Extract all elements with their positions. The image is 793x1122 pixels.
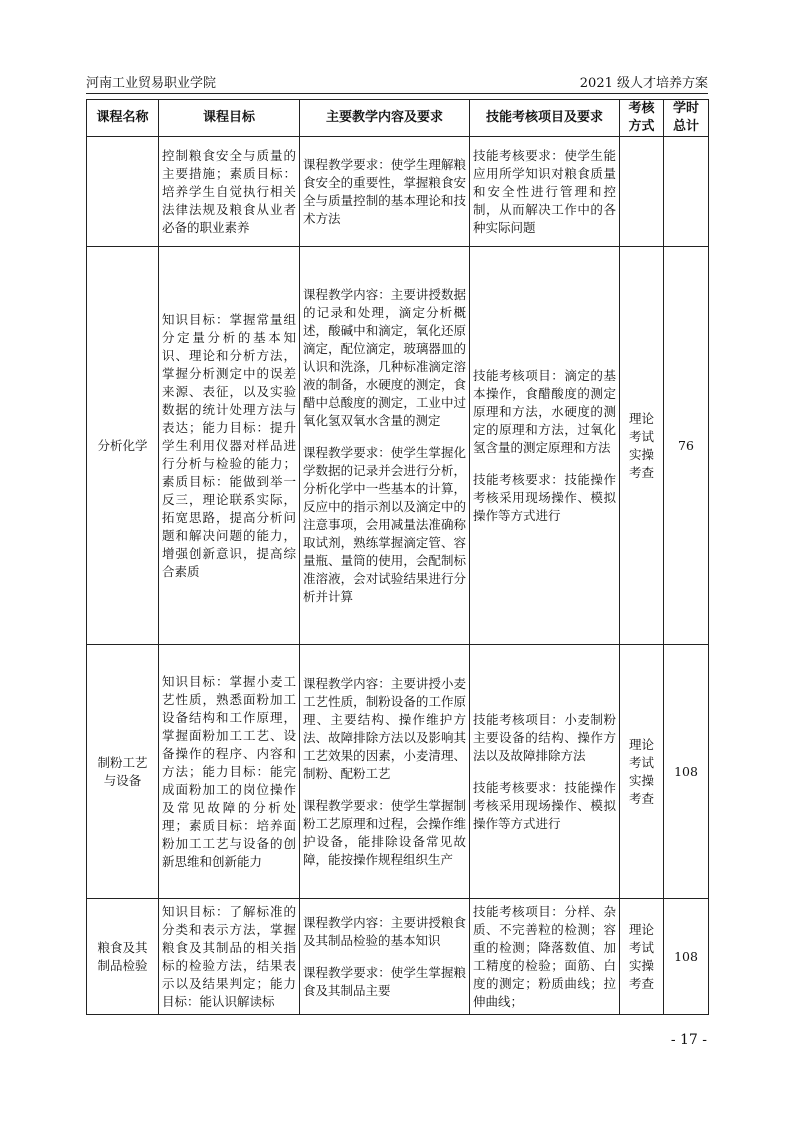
skill-item-text: 技能考核项目：小麦制粉主要设备的结构、操作方法以及故障排除方法: [473, 711, 616, 763]
course-name: 制粉工艺 与设备: [87, 645, 159, 899]
course-name: [87, 137, 159, 247]
course-goal: [159, 899, 300, 1015]
skill-item-text: 技能考核项目：滴定的基本操作，食醋酸度的测定原理和方法，水硬度的测定的原理和方法，过氧化氢含量的测定原理和方法: [473, 367, 616, 455]
table-row: [87, 899, 709, 1015]
skill-requirement-text: 技能考核要求：技能操作考核采用现场操作、模拟操作等方式进行: [473, 779, 616, 831]
skill-requirement-text: 技能考核要求：技能操作考核采用现场操作、模拟操作等方式进行: [473, 471, 616, 523]
teaching-content: [300, 137, 470, 247]
teaching-content: [300, 645, 470, 899]
course-name: 粮食及其 制品检验: [87, 899, 159, 1015]
course-goal-text: 知识目标：掌握常量组分定量分析的基本知识、理论和分析方法，掌握分析测定中的误差来源、表征，以及实验数据的统计处理方法与表达；能力目标：提升学生利用仪器对样品进行分析与检验的能力；素质目标：能做到举一反三，理论联系实际，拓宽思路，提高分析问题和解决问题的能力，增强创新意识，提高综合素质: [162, 311, 296, 579]
teaching-content-text: 课程教学内容：主要讲授数据的记录和处理，滴定分析概述，酸碱中和滴定，氧化还原滴定，配位滴定，玻璃器皿的认识和洗涤，几种标准滴定溶液的制备，水硬度的测定，食醋中总酸度的测定，工业中过氧化氢双氧水含量的测定: [303, 286, 466, 428]
col-header-course-name: 课程名称: [87, 100, 159, 137]
skill-item-text: 技能考核项目：分样、杂质、不完善粒的检测；容重的检测；降落数值、加工精度的检验；面筋、白度的测定；粉质曲线；拉伸曲线；: [473, 903, 616, 1009]
teaching-content-text: 课程教学内容：主要讲授粮食及其制品检验的基本知识: [303, 914, 466, 948]
table-header-row: [87, 100, 709, 137]
institution-name: 河南工业贸易职业学院: [86, 76, 217, 91]
table-row: [87, 137, 709, 247]
col-header-exam-method: 考核 方式: [620, 100, 664, 137]
course-table: [86, 99, 709, 1015]
course-goal-text: 知识目标：掌握小麦工艺性质，熟悉面粉加工设备结构和工作原理，掌握面粉加工工艺、设备操作的程序、内容和方法；能力目标：能完成面粉加工的岗位操作及常见故障的分析处理；素质目标：培养面粉加工工艺与设备的创新思维和创新能力: [162, 673, 296, 869]
col-header-teaching-content: 主要教学内容及要求: [300, 100, 470, 137]
exam-method: [620, 137, 664, 247]
col-header-course-goal: 课程目标: [159, 100, 300, 137]
teaching-requirement-text: 课程教学要求：使学生掌握化学数据的记录并会进行分析，分析化学中一些基本的计算，反应中的指示剂以及滴定中的注意事项，会用减量法准确称取试剂，熟练掌握滴定管、容量瓶、量筒的使用，会配制标准溶液，会对试验结果进行分析并计算: [303, 444, 466, 604]
exam-method: 理论 考试 实操 考查: [620, 645, 664, 899]
document-title: 2021 级人才培养方案: [579, 76, 708, 91]
col-header-skill-assessment: 技能考核项目及要求: [470, 100, 620, 137]
course-goal: 控制粮食安全与质量的主要措施；素质目标：培养学生自觉执行相关法律法规及粮食从业者必备的职业素养: [159, 137, 300, 247]
table-row: [87, 247, 709, 645]
page-header: [86, 74, 708, 94]
teaching-content-text: 课程教学内容：主要讲授小麦工艺性质，制粉设备的工作原理、主要结构、操作维护方法、故障排除方法以及影响其工艺效果的因素，小麦清理、制粉、配粉工艺: [303, 675, 466, 781]
total-hours: 76: [664, 247, 709, 645]
teaching-requirement-text: 课程教学要求：使学生掌握粮食及其制品主要: [303, 964, 466, 998]
header-divider: [86, 93, 708, 94]
total-hours: 108: [664, 645, 709, 899]
teaching-content: [300, 247, 470, 645]
col-header-total-hours: 学时 总计: [664, 100, 709, 137]
total-hours: 108: [664, 899, 709, 1015]
course-name: 分析化学: [87, 247, 159, 645]
table-row: [87, 645, 709, 899]
skill-assessment: [470, 645, 620, 899]
skill-assessment: [470, 247, 620, 645]
course-goal: [159, 645, 300, 899]
course-goal: [159, 247, 300, 645]
teaching-requirement-text: 课程教学要求：使学生理解粮食安全的重要性，掌握粮食安全与质量控制的基本理论和技术方法: [303, 156, 466, 226]
skill-assessment: [470, 899, 620, 1015]
exam-method: 理论 考试 实操 考查: [620, 899, 664, 1015]
course-goal-text: 知识目标：了解标准的分类和表示方法，掌握粮食及其制品的相关指标的检验方法，结果表示以及结果判定；能力目标：能认识解读标: [162, 903, 296, 1009]
page-number: - 17 -: [670, 1032, 707, 1048]
total-hours: [664, 137, 709, 247]
skill-assessment: [470, 137, 620, 247]
skill-requirement-text: 技能考核要求：使学生能应用所学知识对粮食质量和安全性进行管理和控制，从而解决工作中的各种实际问题: [473, 147, 616, 235]
exam-method: 理论 考试 实操 考查: [620, 247, 664, 645]
teaching-requirement-text: 课程教学要求：使学生掌握制粉工艺原理和过程，会操作维护设备，能排除设备常见故障，能按操作规程组织生产: [303, 797, 466, 867]
teaching-content: [300, 899, 470, 1015]
